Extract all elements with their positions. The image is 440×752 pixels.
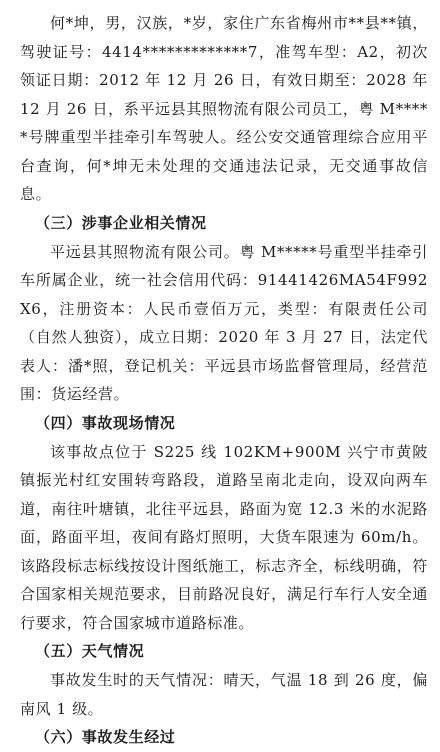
weather-info-paragraph: 事故发生时的天气情况：晴天，气温 18 到 26 度，偏南风 1 级。: [20, 671, 428, 718]
weather-section-heading: （五）天气情况: [35, 642, 145, 660]
company-section-heading: （三）涉事企业相关情况: [35, 213, 207, 232]
company-info-paragraph: 平远县其照物流有限公司。粤 M*****号重型半挂牵引车所属企业，统一社会信用代码：91441426MA54F992X6，注册资本：人民币壹佰万元，类型：有限责任公司（自然人独资），成立日期：2020 年 3 月 27 日，法定代表人：潘*照，登记机关：平远县市场监督管理局，经营范围：货运经营。: [20, 242, 428, 403]
scene-info-paragraph: 该事故点位于 S225 线 102KM+900M 兴宁市黄陂镇振光村红安围转弯路段，道路呈南北走向，设双向两车道，南往叶塘镇，北往平远县，路面为宽 12.3 米的水泥路面，路面平坦，夜间有路灯照明，大货车限速为 60m/h。该路段标志标线按设计图纸施工，标志齐全，标线明确，符合国家相关规范要求，目前路况良好，满足行车行人安全通行要求，符合国家城市道路标准。: [20, 442, 428, 632]
driver-info-paragraph: 何*坤，男，汉族，*岁，家住广东省梅州市**县**镇，驾驶证号：4414*************7，准驾车型：A2，初次领证日期：2012 年 12 月 26 日，有效日期至：2028 年 12 月 26 日，系平远县其照物流有限公司员工，粤 M*****号牌重型半挂牵引车驾驶人。经公安交通管理综合应用平台查询，何*坤无未处理的交通违法记录，无交通事故信息。: [20, 14, 428, 203]
process-section-heading: （六）事故发生经过: [35, 728, 176, 746]
scene-section-heading: （四）事故现场情况: [35, 413, 176, 432]
